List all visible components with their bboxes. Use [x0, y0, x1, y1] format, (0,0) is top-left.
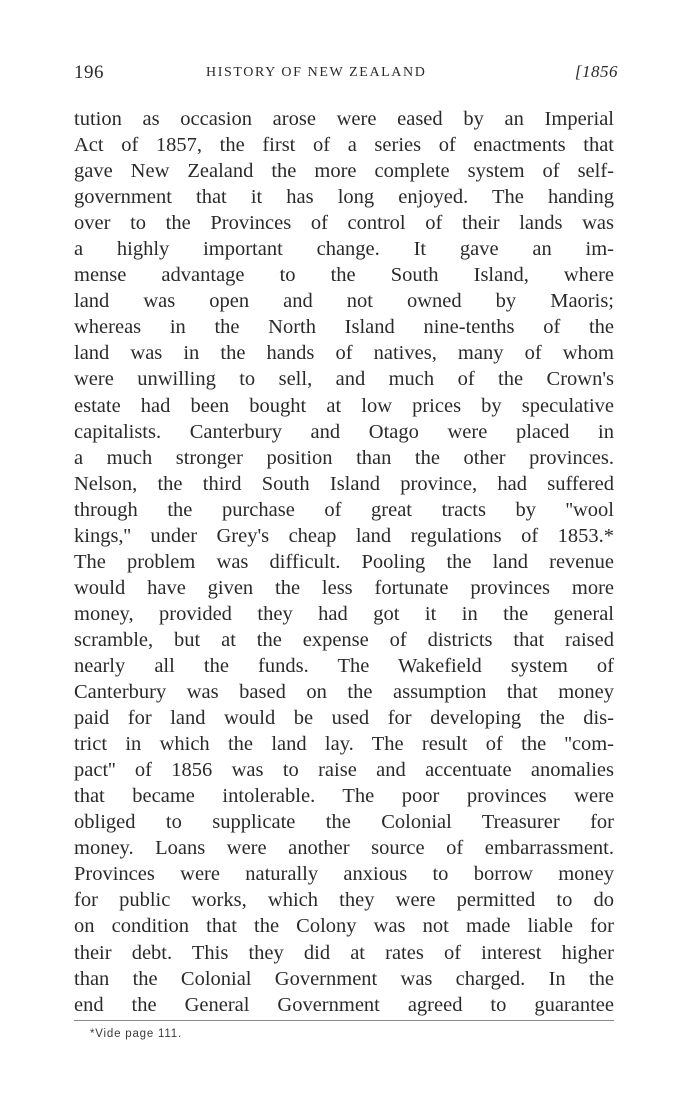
text-line: would have given the less fortunate provinces more — [74, 576, 614, 599]
text-line: obliged to supplicate the Colonial Treasurer for — [74, 811, 614, 834]
text-line: government that it has long enjoyed. The handing — [74, 186, 614, 209]
text-line: that became intolerable. The poor provinces were — [74, 785, 614, 808]
text-line: Act of 1857, the first of a series of enactments that — [74, 134, 614, 157]
footnote-divider — [74, 1020, 614, 1021]
text-line: on condition that the Colony was not made liable for — [74, 915, 614, 938]
text-line: tution as occasion arose were eased by an Imperial — [74, 108, 614, 130]
text-line: were unwilling to sell, and much of the Crown's — [74, 368, 614, 391]
text-line: scramble, but at the expense of districts that raised — [74, 628, 614, 651]
text-line: mense advantage to the South Island, where — [74, 264, 614, 287]
running-head — [74, 62, 618, 86]
text-line: land was open and not owned by Maoris; — [74, 290, 614, 313]
page-number: 196 — [74, 62, 104, 83]
body-text — [74, 106, 614, 1018]
text-line: a highly important change. It gave an im- — [74, 238, 614, 261]
text-line: than the Colonial Government was charged. In the — [74, 967, 614, 990]
text-line: end the General Government agreed to guarantee — [74, 993, 614, 1016]
text-line: money. Loans were another source of embarrassment. — [74, 837, 614, 860]
text-line: pact'' of 1856 was to raise and accentuate anomalies — [74, 759, 614, 782]
text-line: money, provided they had got it in the general — [74, 602, 614, 625]
text-line: over to the Provinces of control of their lands was — [74, 212, 614, 235]
text-line: through the purchase of great tracts by ''wool — [74, 498, 614, 521]
running-title: HISTORY OF NEW ZEALAND — [206, 65, 427, 80]
text-line: their debt. This they did at rates of interest higher — [74, 941, 614, 964]
footnote: *Vide page 111. — [90, 1028, 182, 1040]
text-line: nearly all the funds. The Wakefield system of — [74, 654, 614, 677]
text-line: kings,'' under Grey's cheap land regulations of 1853.* — [74, 524, 614, 547]
text-line: a much stronger position than the other provinces. — [74, 446, 614, 469]
text-line: Provinces were naturally anxious to borrow money — [74, 863, 614, 886]
text-line: The problem was difficult. Pooling the land revenue — [74, 550, 614, 573]
text-line: land was in the hands of natives, many of whom — [74, 342, 614, 365]
text-line: for public works, which they were permitted to do — [74, 889, 614, 912]
text-line: Canterbury was based on the assumption that money — [74, 681, 614, 704]
running-year: [1856 — [574, 62, 618, 81]
text-line: Nelson, the third South Island province, had suffered — [74, 472, 614, 495]
text-line: paid for land would be used for developing the dis- — [74, 707, 614, 730]
text-line: gave New Zealand the more complete system of self- — [74, 160, 614, 183]
text-line: trict in which the land lay. The result of the ''com- — [74, 733, 614, 756]
text-line: whereas in the North Island nine-tenths of the — [74, 316, 614, 339]
text-line: estate had been bought at low prices by speculative — [74, 394, 614, 417]
text-line: capitalists. Canterbury and Otago were placed in — [74, 420, 614, 443]
